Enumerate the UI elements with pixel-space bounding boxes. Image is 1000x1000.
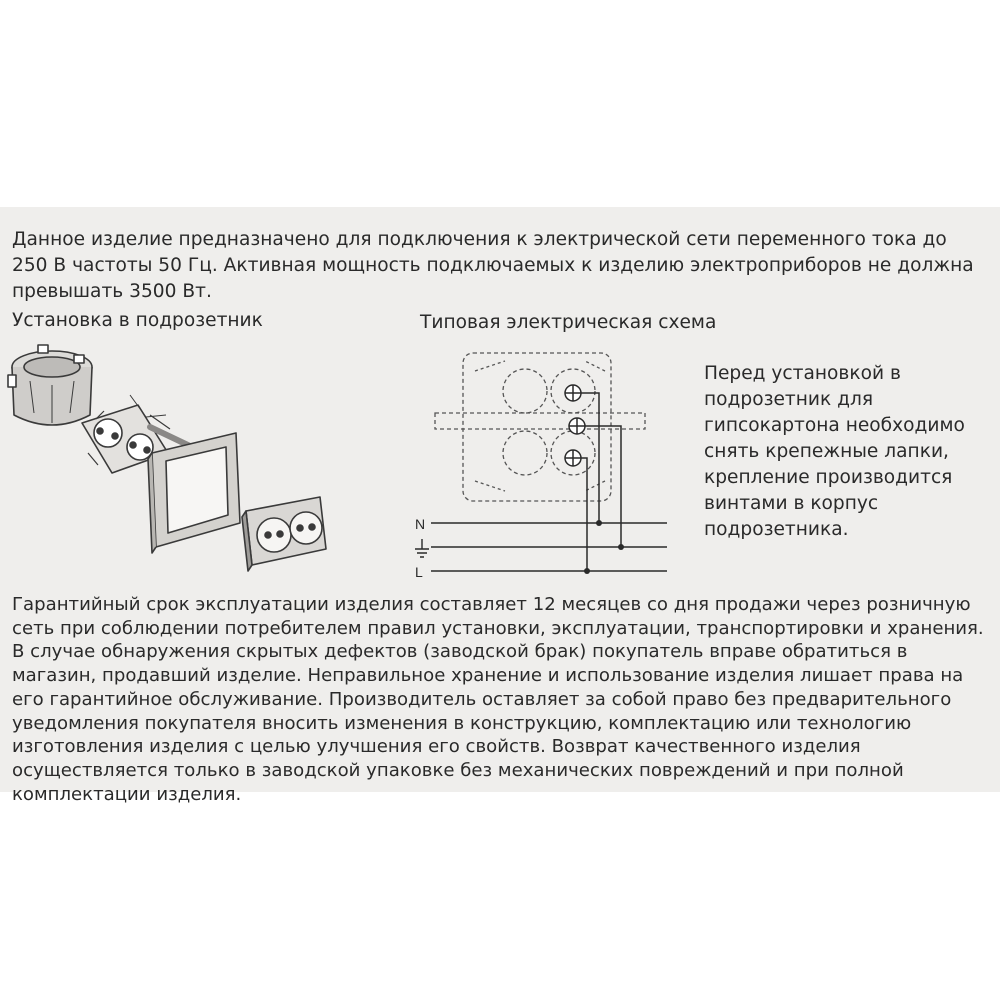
- neutral-label: N: [415, 516, 426, 532]
- intro-paragraph: Данное изделие предназначено для подключения к электрической сети переменного тока до 250 В частоты 50 Гц. Активная мощность подключаемых к изделию электроприборов не должна превышать 3500 Вт.: [12, 229, 974, 302]
- installation-note: Перед установкой в подрозетник для гипсокартона необходимо снять крепежные лапки, крепление производится винтами в корпус подрозетника.: [704, 363, 965, 540]
- instruction-leaflet: [0, 207, 1000, 805]
- socket-cover-icon: [242, 497, 326, 571]
- scheme-heading: Типовая электрическая схема: [420, 312, 717, 333]
- mounting-box-icon: [8, 345, 92, 425]
- terminal-icon: [565, 385, 585, 466]
- frame-icon: [148, 433, 240, 553]
- line-label: L: [415, 564, 423, 580]
- ground-icon: [415, 539, 429, 557]
- wiring-diagram: [405, 341, 680, 583]
- warranty-paragraph: Гарантийный срок эксплуатации изделия составляет 12 месяцев со дня продажи через розничную сеть при соблюдении потребителем правил установки, эксплуатации, транспортировки и хранения. В случае обнаружения скрытых дефектов (заводской брак) покупатель вправе обратиться в магазин, продавший изделие. Неправильное хранение и использование изделия лишает права на его гарантийное обслуживание. Производитель оставляет за собой право без предварительного уведомления покупателя вносить изменения в конструкцию, комплектацию или технологию изготовления изделия с целью улучшения его свойств. Возврат качественного изделия осуществляется только в заводской упаковке без механических повреждений и при полной комплектации изделия.: [12, 594, 984, 805]
- installation-illustration: [0, 335, 340, 585]
- installation-heading: Установка в подрозетник: [12, 310, 263, 331]
